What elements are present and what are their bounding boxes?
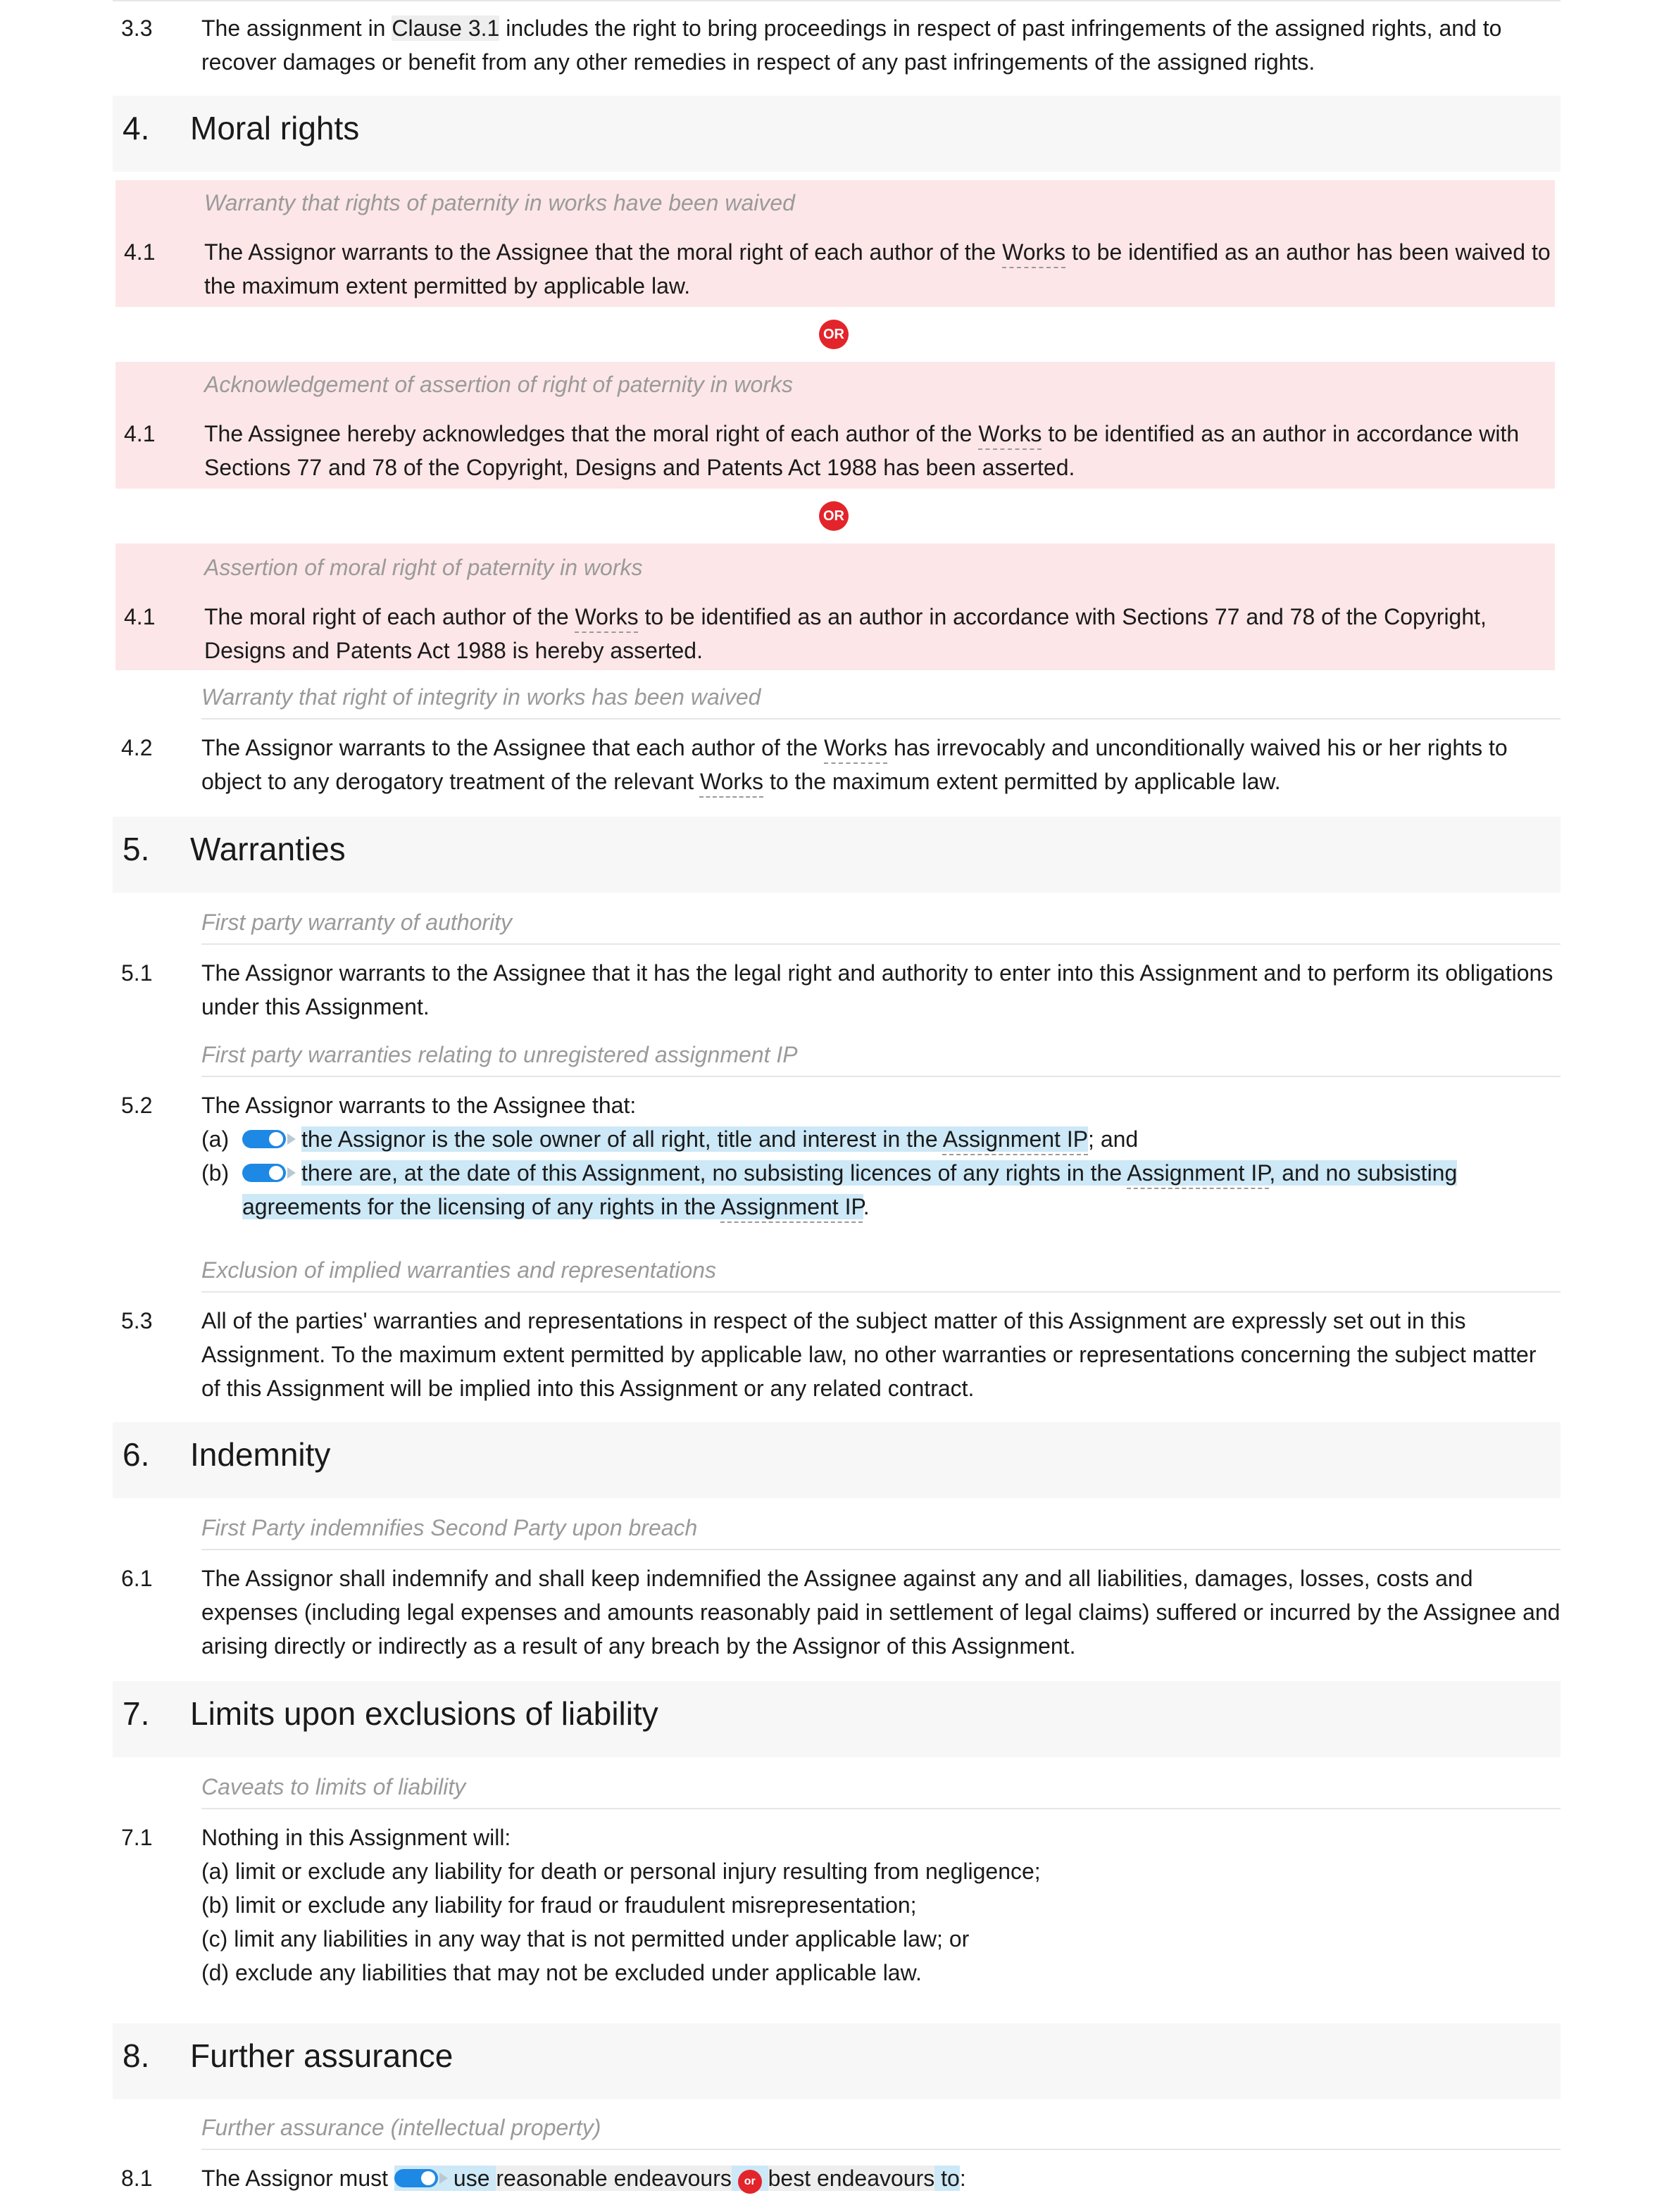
section-heading-further-assurance[interactable] [113, 2023, 1561, 2099]
section-title: Warranties [190, 831, 346, 867]
clause-text: The Assignor warrants to the Assignee that the moral right of each author of the Works to be identified as an author has been waived to the maximum extent permitted by applicable law. [204, 239, 1551, 299]
clause-number: 4.2 [121, 735, 153, 760]
clause-number: 4.1 [124, 421, 156, 446]
section-title: Moral rights [190, 110, 360, 146]
or-separator [113, 315, 1561, 352]
clause-text [201, 1821, 1561, 1990]
clause-text: The Assignee hereby acknowledges that the moral right of each author of the Works to be identified as an author in accordance with Sections 77 and 78 of the Copyright, Designs and Patents Act 1988 has been asserted. [204, 421, 1520, 480]
clause-number: 6.1 [121, 1566, 153, 1591]
or-badge[interactable]: OR [819, 501, 849, 531]
defined-term[interactable]: Works [1002, 239, 1066, 265]
option-group: use reasonable endeavours or best endeavours to [394, 2166, 960, 2191]
defined-term[interactable]: Assignment IP [720, 1194, 863, 1219]
section-number: 8. [123, 2037, 150, 2074]
clause-caption: Warranty that rights of paternity in works have been waived [204, 190, 795, 215]
clause-number: 7.1 [121, 1825, 153, 1850]
toggle-switch[interactable] [394, 2169, 446, 2187]
clause-3-3 [113, 11, 1561, 79]
clause-caption: Assertion of moral right of paternity in works [204, 555, 643, 580]
clause-number: 3.3 [121, 15, 153, 41]
clause-4-1-option-1 [115, 235, 1555, 303]
clause-intro: Nothing in this Assignment will: [201, 1825, 511, 1850]
clause-number: 8.1 [121, 2166, 153, 2191]
toggle-switch[interactable] [242, 1130, 294, 1148]
clause-number: 4.1 [124, 239, 156, 265]
clause-4-1-option-3 [115, 600, 1555, 667]
clause-number: 5.1 [121, 960, 153, 986]
clause-caption: First Party indemnifies Second Party upon breach [201, 1511, 1561, 1550]
option-block-1[interactable] [115, 180, 1555, 307]
clause-caption: Caveats to limits of liability [201, 1770, 1561, 1809]
clause-text: The Assignor warrants to the Assignee that each author of the Works has irrevocably and unconditionally waived his or her rights to object to any derogatory treatment of the relevant Works to the maximum extent permitted by applicable law. [201, 735, 1508, 794]
section-number: 4. [123, 110, 150, 146]
clause-text: The Assignor warrants to the Assignee that it has the legal right and authority to enter into this Assignment and to perform its obligations under this Assignment. [201, 960, 1553, 1019]
clause-cross-reference[interactable]: Clause 3.1 [392, 15, 500, 41]
defined-term[interactable]: Works [699, 769, 764, 794]
or-badge[interactable]: or [738, 2170, 762, 2194]
section-number: 5. [123, 831, 150, 867]
option-reasonable-endeavours[interactable]: reasonable endeavours [496, 2166, 732, 2191]
section-title: Indemnity [190, 1436, 331, 1473]
clause-caption: Acknowledgement of assertion of right of paternity in works [204, 372, 793, 397]
clause-7-1 [113, 1821, 1561, 1990]
defined-term[interactable]: Works [978, 421, 1042, 446]
toggle-switch[interactable] [242, 1164, 294, 1182]
option-block-3[interactable] [115, 543, 1555, 670]
sub-clause-a: (a) the Assignor is the sole owner of all right, title and interest in the Assignment IP; and [201, 1122, 1561, 1156]
list-item: (c) limit any liabilities in any way that is not permitted under applicable law; or [201, 1926, 970, 1952]
sub-clause-label: (b) [201, 1160, 230, 1186]
divider [113, 0, 1561, 1]
clause-4-1-option-2 [115, 417, 1555, 484]
clause-caption: Warranty that right of integrity in works has been waived [201, 680, 1561, 719]
clause-caption: First party warranties relating to unregistered assignment IP [201, 1038, 1561, 1077]
option-best-endeavours[interactable]: best endeavours [768, 2166, 935, 2191]
section-title: Further assurance [190, 2037, 454, 2074]
sub-clause-b: (b) there are, at the date of this Assignment, no subsisting licences of any rights in the Assignment IP, and no subsisting agreements for the licensing of any rights in the Assignment IP. [201, 1156, 1561, 1224]
section-heading-warranties[interactable] [113, 817, 1561, 893]
clause-6-1 [113, 1561, 1561, 1663]
clause-text [201, 1088, 1561, 1224]
clause-5-1 [113, 956, 1561, 1024]
clause-text: All of the parties' warranties and representations in respect of the subject matter of this Assignment are expressly set out in this Assignment. To the maximum extent permitted by applicable law, no other warranties or representations concerning the subject matter of this Assignment will be implied into this Assignment or any related contract. [201, 1308, 1537, 1401]
list-item: (d) exclude any liabilities that may not be excluded under applicable law. [201, 1960, 922, 1985]
clause-5-3 [113, 1304, 1561, 1405]
list-item: (a) limit or exclude any liability for death or personal injury resulting from negligence; [201, 1859, 1041, 1884]
clause-number: 4.1 [124, 604, 156, 629]
clause-4-2 [113, 731, 1561, 798]
or-separator [113, 497, 1561, 534]
list-item: (b) limit or exclude any liability for fraud or fraudulent misrepresentation; [201, 1892, 917, 1918]
defined-term[interactable]: Works [575, 604, 639, 629]
clause-text: The Assignor shall indemnify and shall keep indemnified the Assignee against any and all liabilities, damages, losses, costs and expenses (including legal expenses and amounts reasonably paid in settlement of legal claims) suffered or incurred by the Assignee and arising directly or indirectly as a result of any breach by the Assignor of this Assignment. [201, 1566, 1561, 1659]
option-block-2[interactable] [115, 362, 1555, 489]
clause-8-1 [113, 2161, 1561, 2195]
sub-clause-label: (a) [201, 1126, 230, 1152]
section-heading-limits-of-liability[interactable] [113, 1681, 1561, 1757]
clause-text: The moral right of each author of the Works to be identified as an author in accordance with Sections 77 and 78 of the Copyright, Designs and Patents Act 1988 is hereby asserted. [204, 604, 1487, 663]
section-heading-indemnity[interactable] [113, 1422, 1561, 1498]
defined-term[interactable]: Works [824, 735, 888, 760]
clause-number: 5.3 [121, 1308, 153, 1333]
clause-caption: Exclusion of implied warranties and representations [201, 1253, 1561, 1293]
section-heading-moral-rights[interactable] [113, 96, 1561, 172]
clause-text: The assignment in Clause 3.1 includes the right to bring proceedings in respect of past infringements of the assigned rights, and to recover damages or benefit from any other remedies in respect of any past infringements of the assigned rights. [201, 15, 1502, 75]
or-badge[interactable]: OR [819, 320, 849, 349]
clause-text: The Assignor must use reasonable endeavours or best endeavours to: [201, 2161, 1561, 2195]
defined-term[interactable]: Assignment IP [1127, 1160, 1270, 1186]
clause-intro: The Assignor warrants to the Assignee that: [201, 1093, 637, 1118]
clause-caption: First party warranty of authority [201, 905, 1561, 945]
clause-5-2 [113, 1088, 1561, 1224]
section-number: 6. [123, 1436, 150, 1473]
clause-caption: Further assurance (intellectual property) [201, 2111, 1561, 2150]
section-number: 7. [123, 1695, 150, 1732]
clause-number: 5.2 [121, 1093, 153, 1118]
section-title: Limits upon exclusions of liability [190, 1695, 658, 1732]
defined-term[interactable]: Assignment IP [942, 1126, 1089, 1152]
